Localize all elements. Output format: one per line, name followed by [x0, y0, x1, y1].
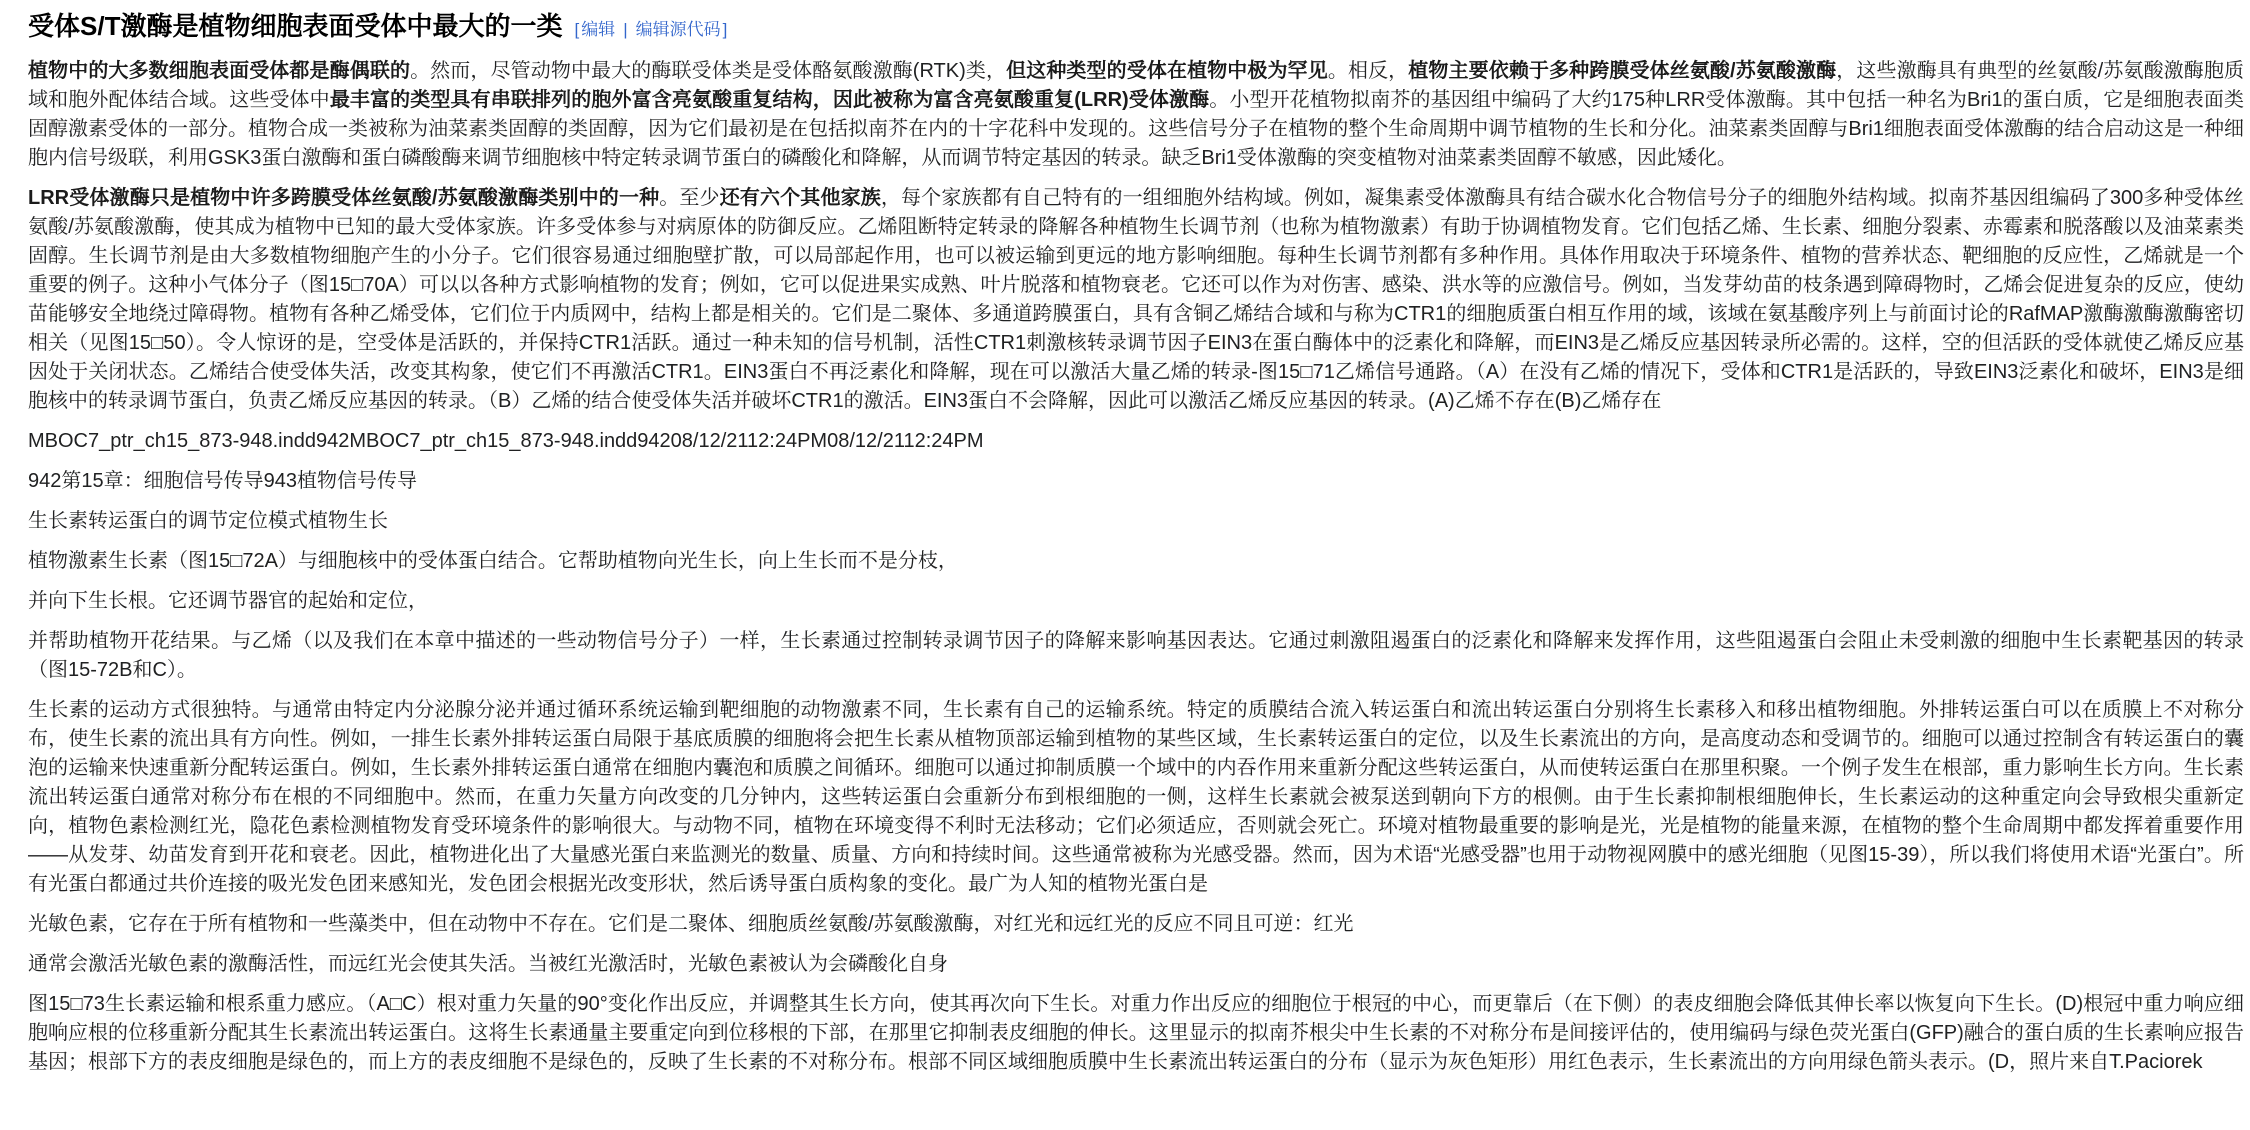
text-segment: MBOC7_ptr_ch15_873-948.indd942MBOC7_ptr_ch15_873-948.indd94208/12/2112:24PM08/12/2112:24PM: [28, 430, 984, 452]
text-segment: 生长素的运动方式很独特。与通常由特定内分泌腺分泌并通过循环系统运输到靶细胞的动物激素不同，生长素有自己的运输系统。特定的质膜结合流入转运蛋白和流出转运蛋白分别将生长素移入和移出植物细胞。外排转运蛋白可以在质膜上不对称分布，使生长素的流出具有方向性。例如，一排生长素外排转运蛋白局限于基底质膜的细胞将会把生长素从植物顶部运输到植物的某些区域，生长素转运蛋白的定位，以及生长素流出的方向，是高度动态和受调节的。细胞可以通过控制含有转运蛋白的囊泡的运输来快速重新分配转运蛋白。例如，生长素外排转运蛋白通常在细胞内囊泡和质膜之间循环。细胞可以通过抑制质膜一个域中的内吞作用来重新分配这些转运蛋白，从而使转运蛋白在那里积聚。一个例子发生在根部，重力影响生长方向。生长素流出转运蛋白通常对称分布在根的不同细胞中。然而，在重力矢量方向改变的几分钟内，这些转运蛋白会重新分布到根细胞的一侧，这样生长素就会被泵送到朝向下方的根侧。由于生长素抑制根细胞伸长，生长素运动的这种重定向会导致根尖重新定向，植物色素检测红光，隐花色素检测植物发育受环境条件的影响很大。与动物不同，植物在环境变得不利时无法移动；它们必须适应，否则就会死亡。环境对植物最重要的影响是光，光是植物的能量来源，在植物的整个生命周期中都发挥着重要作用——从发芽、幼苗发育到开花和衰老。因此，植物进化出了大量感光蛋白来监测光的数量、质量、方向和持续时间。这些通常被称为光感受器。然而，因为术语“光感受器”也用于动物视网膜中的感光细胞（见图15-39），所以我们将使用术语“光蛋白”。所有光蛋白都通过共价连接的吸光发色团来感知光，发色团会根据光改变形状，然后诱导蛋白质构象的变化。最广为人知的植物光蛋白是: [28, 699, 2244, 895]
text-segment: 并帮助植物开花结果。与乙烯（以及我们在本章中描述的一些动物信号分子）一样，生长素通过控制转录调节因子的降解来影响基因表达。它通过刺激阻遏蛋白的泛素化和降解来发挥作用，这些阻遏蛋白会阻止未受刺激的细胞中生长素靶基因的转录（图15-72B和C）。: [28, 630, 2244, 681]
text-segment: 通常会激活光敏色素的激酶活性，而远红光会使其失活。当被红光激活时，光敏色素被认为会磷酸化自身: [28, 953, 948, 975]
text-segment: 图15□73生长素运输和根系重力感应。（A□C）根对重力矢量的90°变化作出反应，并调整其生长方向，使其再次向下生长。对重力作出反应的细胞位于根冠的中心，而更靠后（在下侧）的表皮细胞会降低其伸长率以恢复向下生长。(D)根冠中重力响应细胞响应根的位移重新分配其生长素流出转运蛋白。这将生长素通量主要重定向到位移根的下部，在那里它抑制表皮细胞的伸长。这里显示的拟南芥根尖中生长素的不对称分布是间接评估的，使用编码与绿色荧光蛋白(GFP)融合的蛋白质的生长素响应报告基因；根部下方的表皮细胞是绿色的，而上方的表皮细胞不是绿色的，反映了生长素的不对称分布。根部不同区域细胞质膜中生长素流出转运蛋白的分布（显示为灰色矩形）用红色表示，生长素流出的方向用绿色箭头表示。(D，照片来自T.Paciorek: [28, 993, 2244, 1073]
section-heading: [28, 10, 2244, 46]
paragraph: [28, 547, 2244, 576]
paragraph: [28, 950, 2244, 979]
edit-link[interactable]: 编辑: [581, 20, 616, 39]
text-segment: 光敏色素，它存在于所有植物和一些藻类中，但在动物中不存在。它们是二聚体、细胞质丝氨酸/苏氨酸激酶，对红光和远红光的反应不同且可逆：红光: [28, 913, 1354, 935]
text-segment: 。然而，尽管动物中最大的酶联受体类是受体酪氨酸激酶(RTK)类，: [410, 60, 1007, 82]
paragraph: [28, 696, 2244, 899]
text-segment: 。至少: [659, 187, 720, 209]
bold-text-segment: 最丰富的类型具有串联排列的胞外富含亮氨酸重复结构，因此被称为富含亮氨酸重复(LRR)受体激酶: [329, 89, 1210, 111]
paragraph: [28, 57, 2244, 173]
bold-text-segment: 还有六个其他家族: [719, 187, 881, 209]
bold-text-segment: 植物主要依赖于多种跨膜受体丝氨酸/苏氨酸激酶: [1408, 60, 1837, 82]
bold-text-segment: LRR受体激酶只是植物中许多跨膜受体丝氨酸/苏氨酸激酶类别中的一种: [28, 187, 660, 209]
paragraph: [28, 990, 2244, 1077]
paragraph: [28, 587, 2244, 616]
edit-links-divider: |: [623, 20, 628, 39]
paragraph: [28, 507, 2244, 536]
text-segment: 植物激素生长素（图15□72A）与细胞核中的受体蛋白结合。它帮助植物向光生长，向上生长而不是分枝，: [28, 550, 958, 572]
paragraph: [28, 467, 2244, 496]
text-segment: 。相反，: [1327, 60, 1409, 82]
bold-text-segment: 植物中的大多数细胞表面受体都是酶偶联的: [28, 60, 411, 82]
text-segment: 。小型开花植物拟南芥的基因组中编码了大约175种LRR受体激酶。其中包括一种名为Bri1的蛋白质，它是细胞表面类固醇激素受体的一部分。植物合成一类被称为油菜素类固醇的类固醇，因为它们最初是在包括拟南芥在内的十字花科中发现的。这些信号分子在植物的整个生命周期中调节植物的生长和分化。油菜素类固醇与Bri1细胞表面受体激酶的结合启动这是一种细胞内信号级联，利用GSK3蛋白激酶和蛋白磷酸酶来调节细胞核中特定转录调节蛋白的磷酸化和降解，从而调节特定基因的转录。缺乏Bri1受体激酶的突变植物对油菜素类固醇不敏感，因此矮化。: [28, 89, 2244, 169]
text-segment: ，每个家族都有自己特有的一组细胞外结构域。例如，凝集素受体激酶具有结合碳水化合物信号分子的细胞外结构域。拟南芥基因组编码了300多种受体丝氨酸/苏氨酸激酶，使其成为植物中已知的最大受体家族。许多受体参与对病原体的防御反应。乙烯阻断特定转录的降解各种植物生长调节剂（也称为植物激素）有助于协调植物发育。它们包括乙烯、生长素、细胞分裂素、赤霉素和脱落酸以及油菜素类固醇。生长调节剂是由大多数植物细胞产生的小分子。它们很容易通过细胞壁扩散，可以局部起作用，也可以被运输到更远的地方影响细胞。每种生长调节剂都有多种作用。具体作用取决于环境条件、植物的营养状态、靶细胞的反应性，乙烯就是一个重要的例子。这种小气体分子（图15□70A）可以以各种方式影响植物的发育；例如，它可以促进果实成熟、叶片脱落和植物衰老。它还可以作为对伤害、感染、洪水等的应激信号。例如，当发芽幼苗的枝条遇到障碍物时，乙烯会促进复杂的反应，使幼苗能够安全地绕过障碍物。植物有各种乙烯受体，它们位于内质网中，结构上都是相关的。它们是二聚体、多通道跨膜蛋白，具有含铜乙烯结合域和与称为CTR1的细胞质蛋白相互作用的域，该域在氨基酸序列上与前面讨论的RafMAP激酶激酶激酶密切相关（见图15□50）。令人惊讶的是，空受体是活跃的，并保持CTR1活跃。通过一种未知的信号机制，活性CTR1刺激核转录调节因子EIN3在蛋白酶体中的泛素化和降解，而EIN3是乙烯反应基因转录所必需的。这样，空的但活跃的受体就使乙烯反应基因处于关闭状态。乙烯结合使受体失活，改变其构象，使它们不再激活CTR1。EIN3蛋白不再泛素化和降解，现在可以激活大量乙烯的转录-图15□71乙烯信号通路。（A）在没有乙烯的情况下，受体和CTR1是活跃的，导致EIN3泛素化和破坏，EIN3是细胞核中的转录调节蛋白，负责乙烯反应基因的转录。（B）乙烯的结合使受体失活并破坏CTR1的激活。EIN3蛋白不会降解，因此可以激活乙烯反应基因的转录。(A)乙烯不存在(B)乙烯存在: [28, 187, 2245, 412]
paragraph: [28, 427, 2244, 456]
paragraph: [28, 184, 2244, 416]
page-title: 受体S/T激酶是植物细胞表面受体中最大的一类: [28, 11, 563, 41]
edit-bracket-close: ]: [722, 20, 728, 39]
text-segment: 并向下生长根。它还调节器官的起始和定位，: [28, 590, 428, 612]
article-body: [28, 57, 2244, 1077]
text-segment: 生长素转运蛋白的调节定位模式植物生长: [28, 510, 388, 532]
edit-source-link[interactable]: 编辑源代码: [635, 20, 721, 39]
text-segment: ，这些激酶具有典型的丝氨酸/苏氨酸激酶胞质域和胞外配体结合域。这些受体中: [28, 60, 2245, 111]
edit-bracket-open: [: [574, 20, 580, 39]
bold-text-segment: 但这种类型的受体在植物中极为罕见: [1006, 60, 1328, 82]
text-segment: 942第15章：细胞信号传导943植物信号传导: [28, 470, 417, 492]
edit-section: [574, 20, 727, 39]
paragraph: [28, 627, 2244, 685]
paragraph: [28, 910, 2244, 939]
